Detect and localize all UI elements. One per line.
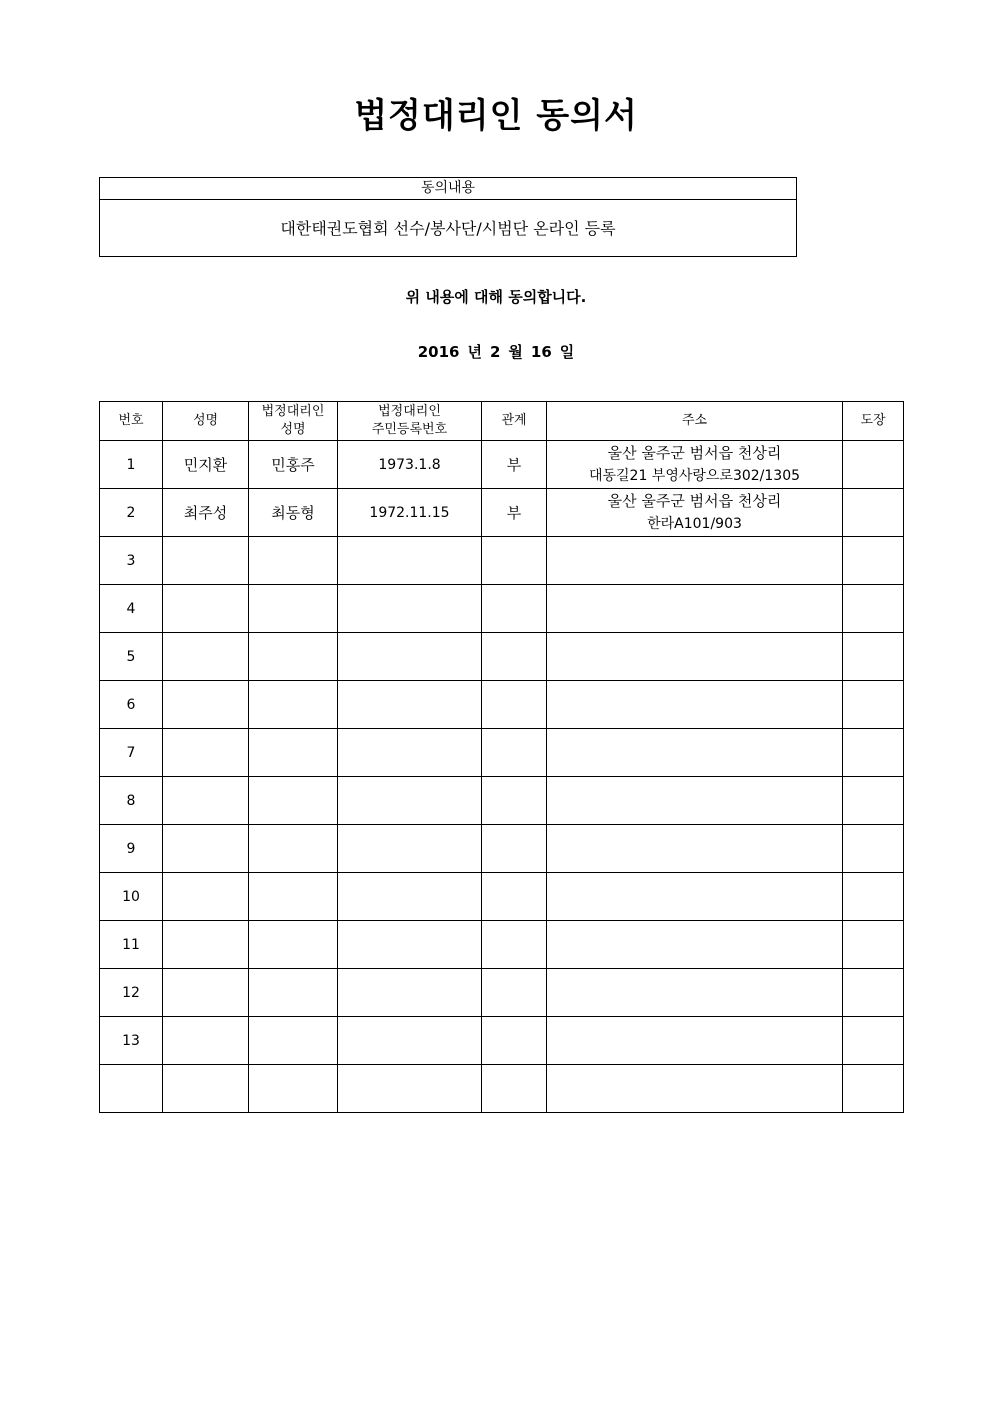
cell-address bbox=[547, 873, 843, 921]
cell-address bbox=[547, 441, 843, 489]
table-header-row bbox=[100, 402, 904, 441]
cell-relation: 부 bbox=[482, 441, 547, 489]
address-line1: 울산 울주군 범서읍 천상리 bbox=[607, 443, 782, 462]
cell-name bbox=[163, 825, 249, 873]
cell-seal bbox=[843, 633, 904, 681]
document-title: 법정대리인 동의서 bbox=[354, 96, 638, 136]
table-row bbox=[100, 1065, 904, 1113]
cell-address bbox=[547, 729, 843, 777]
cell-guardian-id bbox=[338, 729, 482, 777]
cell-seal bbox=[843, 777, 904, 825]
cell-seal bbox=[843, 1065, 904, 1113]
cell-relation bbox=[482, 681, 547, 729]
cell-name bbox=[163, 633, 249, 681]
cell-guardian-id bbox=[338, 537, 482, 585]
date-day-unit: 일 bbox=[559, 343, 575, 361]
cell-guardian-id bbox=[338, 1017, 482, 1065]
date-month-unit: 월 bbox=[508, 343, 523, 361]
cell-seal bbox=[843, 1017, 904, 1065]
cell-no: 12 bbox=[100, 969, 163, 1017]
table-row bbox=[100, 1017, 904, 1065]
cell-no: 4 bbox=[100, 585, 163, 633]
cell-no: 5 bbox=[100, 633, 163, 681]
cell-guardian-id bbox=[338, 1065, 482, 1113]
cell-relation bbox=[482, 969, 547, 1017]
date-month: 2 bbox=[489, 343, 501, 361]
cell-relation bbox=[482, 585, 547, 633]
cell-guardian bbox=[249, 1065, 338, 1113]
guardian-table bbox=[99, 401, 904, 1113]
cell-guardian-id: 1973.1.8 bbox=[338, 441, 482, 489]
table-row bbox=[100, 489, 904, 537]
cell-address bbox=[547, 921, 843, 969]
cell-name bbox=[163, 969, 249, 1017]
header-guardian-name-line2: 성명 bbox=[280, 422, 306, 437]
cell-no: 10 bbox=[100, 873, 163, 921]
cell-address bbox=[547, 777, 843, 825]
cell-no: 7 bbox=[100, 729, 163, 777]
cell-guardian-id bbox=[338, 777, 482, 825]
table-row bbox=[100, 729, 904, 777]
cell-guardian bbox=[249, 681, 338, 729]
cell-seal bbox=[843, 825, 904, 873]
cell-guardian bbox=[249, 921, 338, 969]
cell-guardian-id bbox=[338, 681, 482, 729]
header-guardian-name-line1: 법정대리인 bbox=[261, 404, 325, 419]
cell-guardian-id: 1972.11.15 bbox=[338, 489, 482, 537]
cell-name: 최주성 bbox=[163, 489, 249, 537]
header-guardian-id bbox=[338, 402, 482, 441]
cell-seal bbox=[843, 921, 904, 969]
cell-no: 6 bbox=[100, 681, 163, 729]
cell-relation bbox=[482, 873, 547, 921]
table-row bbox=[100, 969, 904, 1017]
cell-address bbox=[547, 1017, 843, 1065]
cell-seal bbox=[843, 681, 904, 729]
cell-name bbox=[163, 729, 249, 777]
table-row bbox=[100, 921, 904, 969]
header-seal: 도장 bbox=[843, 402, 904, 441]
header-relation: 관계 bbox=[482, 402, 547, 441]
header-name: 성명 bbox=[163, 402, 249, 441]
cell-guardian-id bbox=[338, 633, 482, 681]
cell-address bbox=[547, 537, 843, 585]
cell-relation bbox=[482, 777, 547, 825]
cell-seal bbox=[843, 873, 904, 921]
cell-guardian-id bbox=[338, 585, 482, 633]
table-row bbox=[100, 537, 904, 585]
cell-guardian bbox=[249, 585, 338, 633]
cell-seal bbox=[843, 489, 904, 537]
table-row bbox=[100, 585, 904, 633]
table-row bbox=[100, 681, 904, 729]
address-line2: 한라A101/903 bbox=[647, 515, 742, 532]
cell-guardian-id bbox=[338, 969, 482, 1017]
cell-relation bbox=[482, 633, 547, 681]
cell-name bbox=[163, 681, 249, 729]
cell-no: 9 bbox=[100, 825, 163, 873]
cell-guardian bbox=[249, 1017, 338, 1065]
cell-no: 8 bbox=[100, 777, 163, 825]
cell-seal bbox=[843, 969, 904, 1017]
cell-no: 1 bbox=[100, 441, 163, 489]
cell-name bbox=[163, 585, 249, 633]
cell-seal bbox=[843, 585, 904, 633]
cell-guardian bbox=[249, 537, 338, 585]
date-year-unit: 년 bbox=[467, 343, 482, 361]
cell-guardian bbox=[249, 825, 338, 873]
cell-guardian bbox=[249, 633, 338, 681]
cell-address bbox=[547, 585, 843, 633]
cell-relation bbox=[482, 729, 547, 777]
cell-seal bbox=[843, 537, 904, 585]
cell-address bbox=[547, 681, 843, 729]
header-guardian-id-line1: 법정대리인 bbox=[378, 404, 441, 419]
cell-guardian bbox=[249, 873, 338, 921]
cell-guardian bbox=[249, 777, 338, 825]
date-day: 16 bbox=[530, 343, 552, 361]
cell-relation bbox=[482, 537, 547, 585]
address-line2: 대동길21 부영사랑으로302/1305 bbox=[588, 467, 801, 484]
cell-guardian bbox=[249, 729, 338, 777]
consent-content: 대한태권도협회 선수/봉사단/시범단 온라인 등록 bbox=[280, 219, 616, 238]
consent-statement: 위 내용에 대해 동의합니다. bbox=[405, 288, 587, 306]
consent-box bbox=[99, 177, 797, 257]
consent-heading: 동의내용 bbox=[100, 178, 796, 200]
cell-guardian-id bbox=[338, 921, 482, 969]
date-year: 2016 bbox=[417, 343, 460, 361]
cell-name: 민지환 bbox=[163, 441, 249, 489]
cell-name bbox=[163, 921, 249, 969]
cell-name bbox=[163, 777, 249, 825]
table-row bbox=[100, 873, 904, 921]
cell-seal bbox=[843, 729, 904, 777]
cell-guardian bbox=[249, 969, 338, 1017]
table-row bbox=[100, 441, 904, 489]
cell-relation: 부 bbox=[482, 489, 547, 537]
cell-name bbox=[163, 1065, 249, 1113]
header-guardian-name bbox=[249, 402, 338, 441]
table-row bbox=[100, 777, 904, 825]
cell-relation bbox=[482, 921, 547, 969]
cell-no: 3 bbox=[100, 537, 163, 585]
cell-no bbox=[100, 1065, 163, 1113]
cell-address bbox=[547, 1065, 843, 1113]
header-address: 주소 bbox=[547, 402, 843, 441]
header-guardian-id-line2: 주민등록번호 bbox=[371, 422, 448, 437]
cell-no: 11 bbox=[100, 921, 163, 969]
table-row bbox=[100, 825, 904, 873]
cell-guardian: 민홍주 bbox=[249, 441, 338, 489]
address-line1: 울산 울주군 범서읍 천상리 bbox=[607, 491, 782, 510]
cell-no: 13 bbox=[100, 1017, 163, 1065]
consent-date bbox=[0, 341, 992, 362]
header-no: 번호 bbox=[100, 402, 163, 441]
cell-name bbox=[163, 1017, 249, 1065]
cell-name bbox=[163, 873, 249, 921]
cell-address bbox=[547, 633, 843, 681]
cell-no: 2 bbox=[100, 489, 163, 537]
cell-address bbox=[547, 489, 843, 537]
cell-name bbox=[163, 537, 249, 585]
cell-relation bbox=[482, 825, 547, 873]
table-row bbox=[100, 633, 904, 681]
cell-relation bbox=[482, 1065, 547, 1113]
cell-address bbox=[547, 825, 843, 873]
cell-guardian: 최동형 bbox=[249, 489, 338, 537]
cell-guardian-id bbox=[338, 825, 482, 873]
cell-seal bbox=[843, 441, 904, 489]
cell-guardian-id bbox=[338, 873, 482, 921]
cell-address bbox=[547, 969, 843, 1017]
cell-relation bbox=[482, 1017, 547, 1065]
